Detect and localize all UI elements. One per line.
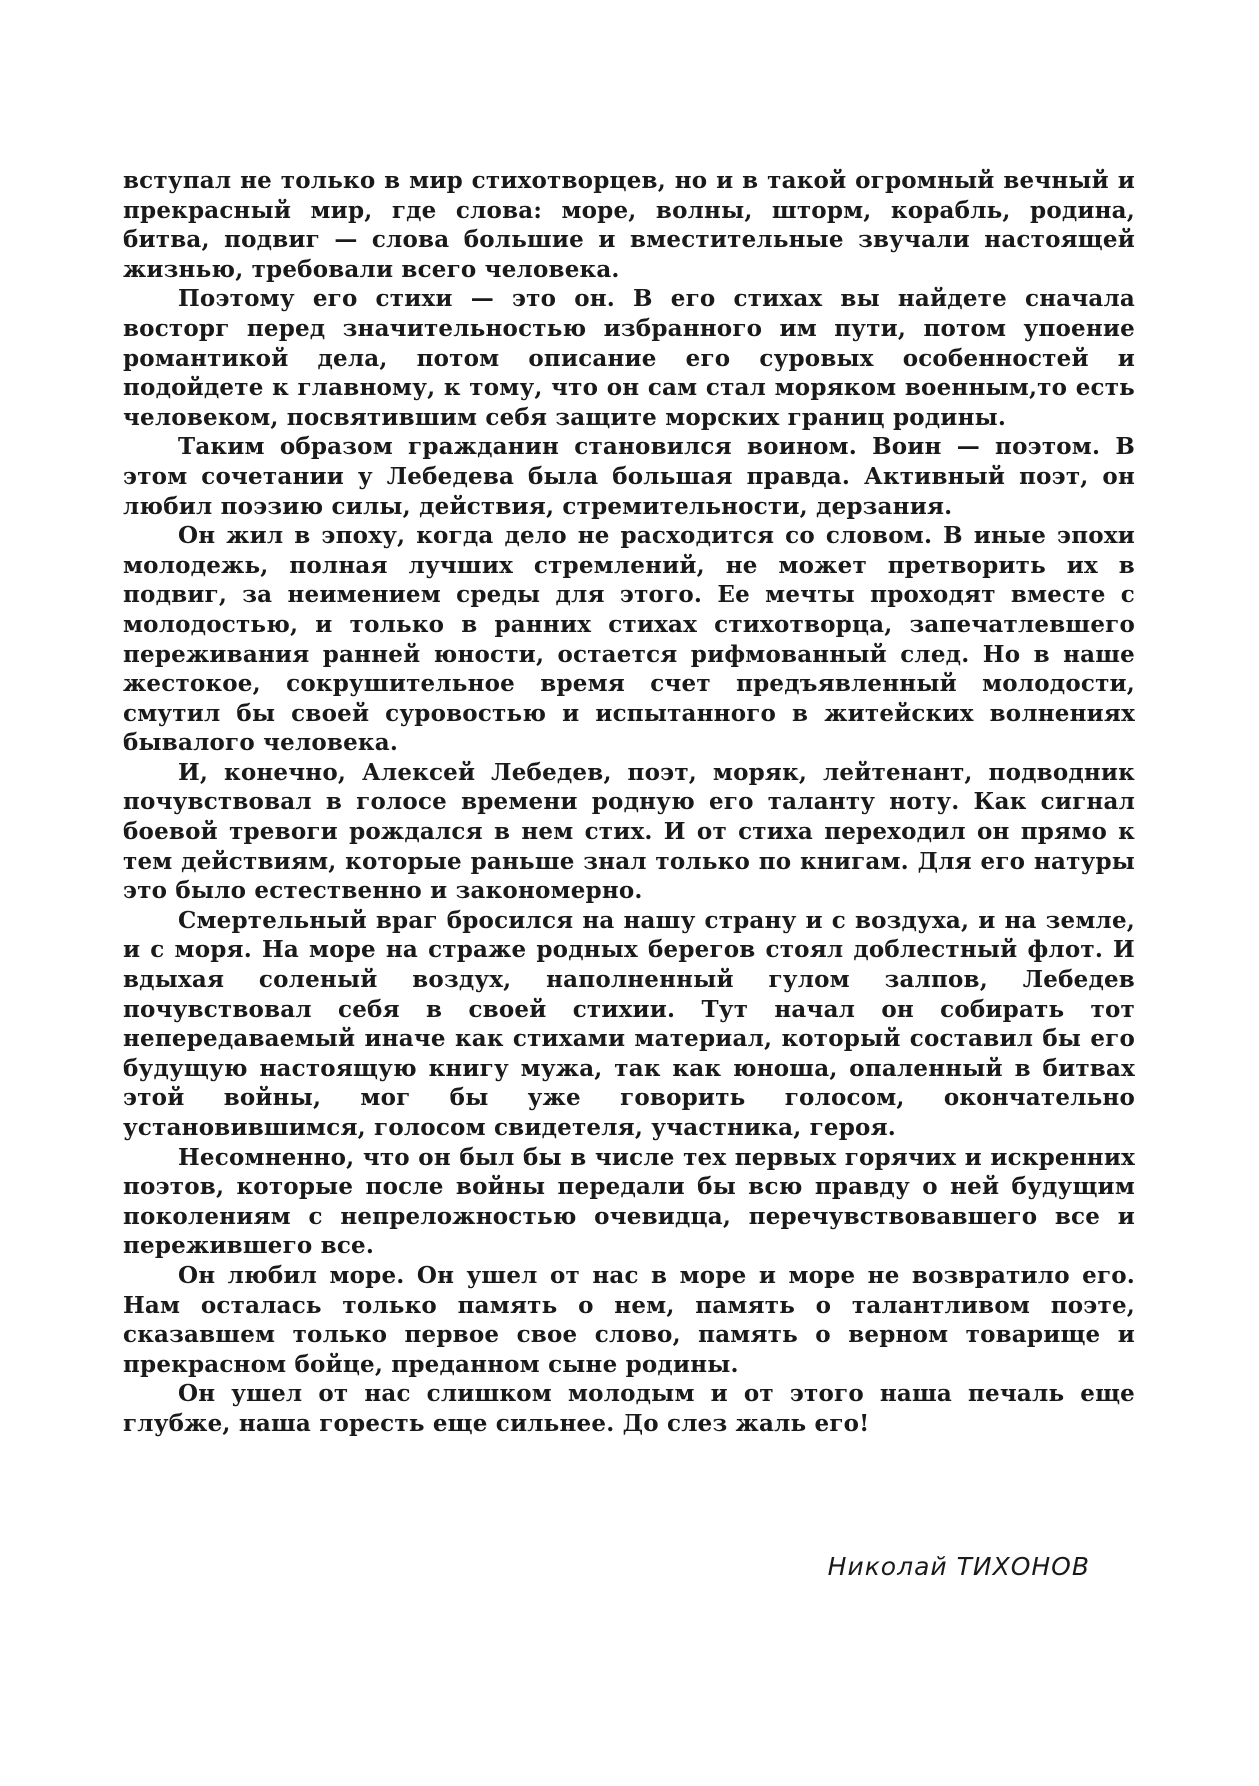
- paragraph: Он ушел от нас слишком молодым и от этого наша печаль еще глубже, наша горесть еще сильнее. До слез жаль его!: [123, 1380, 1135, 1437]
- paragraph: И, конечно, Алексей Лебедев, поэт, моряк, лейтенант, подводник почувствовал в голосе времени родную его таланту ноту. Как сигнал боевой тревоги рождался в нем стих. И от стиха переходил он прямо к тем действиям, которые раньше знал только по книгам. Для его натуры это было естественно и закономерно.: [123, 758, 1135, 905]
- paragraph: вступал не только в мир стихотворцев, но и в такой огромный вечный и прекрасный мир, где слова: море, волны, шторм, корабль, родина, битва, подвиг — слова большие и вместительные звучали настоящей жизнью, требовали всего человека.: [123, 167, 1135, 283]
- paragraph: Смертельный враг бросился на нашу страну и с воздуха, и на земле, и с моря. На море на страже родных берегов стоял доблестный флот. И вдыхая соленый воздух, наполненный гулом залпов, Лебедев почувствовал себя в своей стихии. Тут начал он собирать тот непередаваемый иначе как стихами материал, который составил бы его будущую настоящую книгу мужа, так как юноша, опаленный в битвах этой войны, мог бы уже говорить голосом, окончательно установившимся, голосом свидетеля, участника, героя.: [123, 906, 1135, 1141]
- paragraph: Таким образом гражданин становился воином. Воин — поэтом. В этом сочетании у Лебедева была большая правда. Активный поэт, он любил поэзию силы, действия, стремительности, дерзания.: [123, 433, 1135, 520]
- author-signature: Николай ТИХОНОВ: [827, 1552, 1090, 1581]
- paragraph: Несомненно, что он был бы в числе тех первых горячих и искренних поэтов, которые после войны передали бы всю правду о ней будущим поколениям с непреложностью очевидца, перечувствовавшего все и пережившего все.: [123, 1143, 1135, 1260]
- paragraph: Он любил море. Он ушел от нас в море и море не возвратило его. Нам осталась только память о нем, память о талантливом поэте, сказавшем только первое свое слово, память о верном товарище и прекрасном бойце, преданном сыне родины.: [123, 1261, 1135, 1378]
- article-body: [123, 166, 1135, 1439]
- paragraph: Он жил в эпоху, когда дело не расходится со словом. В иные эпохи молодежь, полная лучших стремлений, не может претворить их в подвиг, за неимением среды для этого. Ее мечты проходят вместе с молодостью, и только в ранних стихах стихотворца, запечатлевшего переживания ранней юности, остается рифмованный след. Но в наше жестокое, сокрушительное время счет предъявленный молодости, смутил бы своей суровостью и испытанного в житейских волнениях бывалого человека.: [123, 522, 1135, 757]
- paragraph: Поэтому его стихи — это он. В его стихах вы найдете сначала восторг перед значительностью избранного им пути, потом упоение романтикой дела, потом описание его суровых особенностей и подойдете к главному, к тому, что он сам стал моряком военным,то есть человеком, посвятившим себя защите морских границ родины.: [123, 285, 1135, 431]
